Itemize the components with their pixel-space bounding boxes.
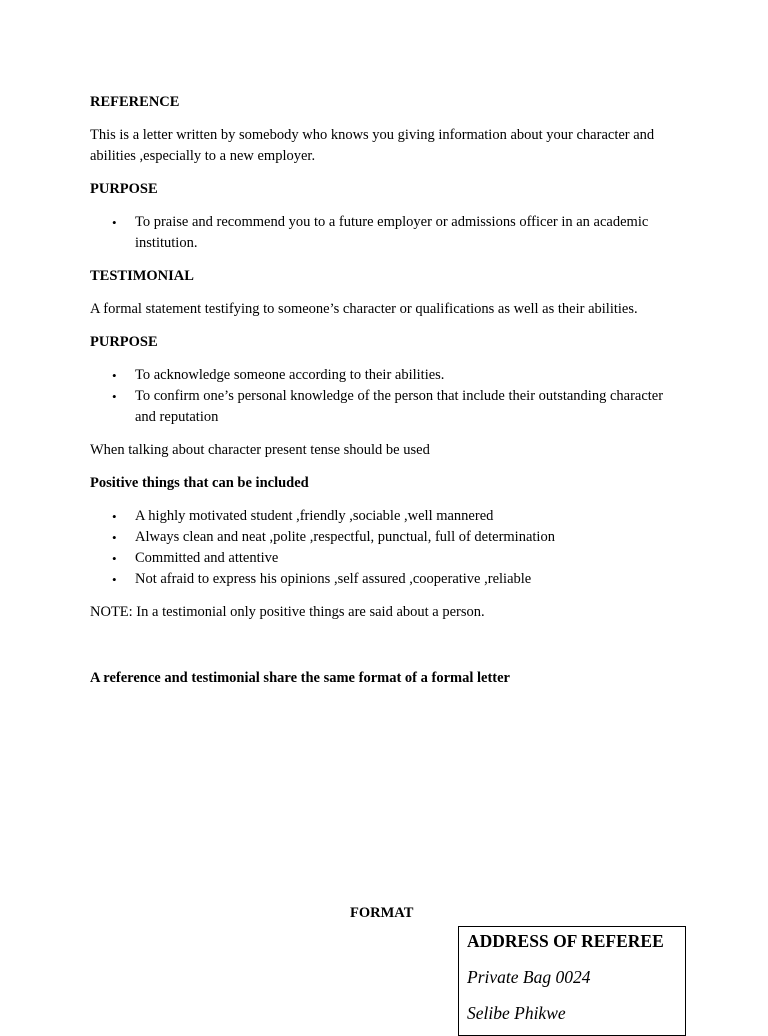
list-item [90, 569, 680, 590]
list-item-text: To acknowledge someone according to their abilities. [135, 367, 445, 383]
section-heading: REFERENCE [90, 94, 180, 110]
list-item [90, 386, 680, 428]
address-of-referee-box [458, 926, 686, 1036]
section-heading: Positive things that can be included [90, 475, 309, 491]
blank-space [90, 635, 680, 668]
address-box-title: ADDRESS OF REFEREE [467, 931, 664, 951]
bullet-icon: • [112, 551, 117, 566]
paragraph: When talking about character present tense should be used [90, 442, 430, 458]
list-item-text: Committed and attentive [135, 550, 279, 566]
bullet-icon: • [112, 389, 117, 404]
address-line: Private Bag 0024 [467, 967, 591, 987]
list-item [90, 506, 680, 527]
list-item-text: Always clean and neat ,polite ,respectful, punctual, full of determination [135, 529, 555, 545]
list-item [90, 212, 680, 254]
list-item-text: To praise and recommend you to a future employer or admissions officer in an academic institution. [135, 214, 649, 251]
list-item-text: Not afraid to express his opinions ,self assured ,cooperative ,reliable [135, 571, 532, 587]
list-item-text: To confirm one’s personal knowledge of the person that include their outstanding character and reputation [135, 388, 664, 425]
paragraph: NOTE: In a testimonial only positive things are said about a person. [90, 604, 485, 620]
paragraph: This is a letter written by somebody who knows you giving information about your character and abilities ,especially to a new employer. [90, 127, 655, 164]
bullet-icon: • [112, 215, 117, 230]
section-heading: TESTIMONIAL [90, 268, 194, 284]
bullet-list [90, 365, 680, 428]
address-line: Selibe Phikwe [467, 1003, 566, 1023]
paragraph: A formal statement testifying to someone’s character or qualifications as well as their abilities. [90, 301, 638, 317]
section-heading: A reference and testimonial share the same format of a formal letter [90, 670, 510, 686]
bullet-icon: • [112, 509, 117, 524]
bullet-icon: • [112, 368, 117, 383]
bullet-icon: • [112, 572, 117, 587]
list-item [90, 527, 680, 548]
section-heading: PURPOSE [90, 181, 158, 197]
list-item [90, 548, 680, 569]
list-item [90, 365, 680, 386]
bullet-list [90, 506, 680, 590]
format-title: FORMAT [350, 905, 414, 921]
document-body [90, 92, 680, 701]
bullet-icon: • [112, 530, 117, 545]
section-heading: PURPOSE [90, 334, 158, 350]
list-item-text: A highly motivated student ,friendly ,sociable ,well mannered [135, 508, 494, 524]
bullet-list [90, 212, 680, 254]
